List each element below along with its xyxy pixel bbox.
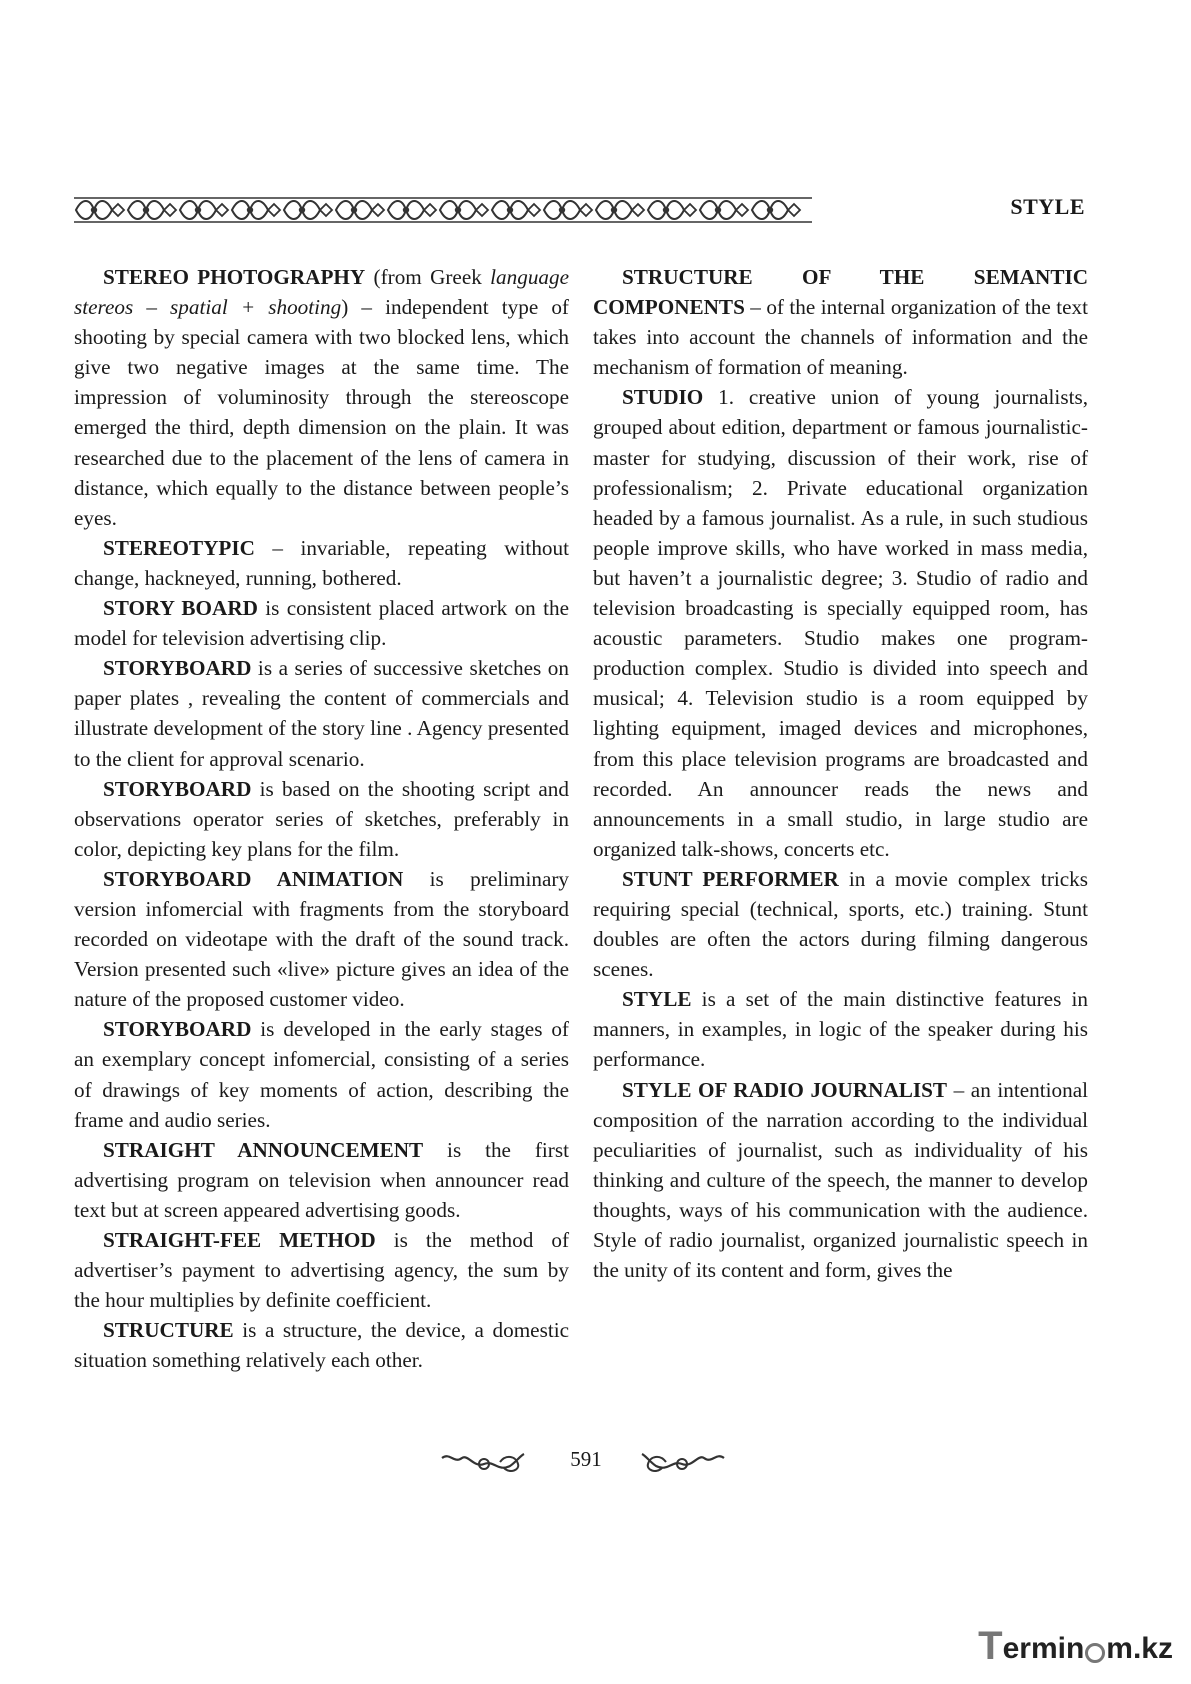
- entry-term: STORYBOARD ANIMATION: [103, 866, 404, 891]
- entry-term: STEREOTYPIC: [103, 535, 255, 560]
- entry-term: STORY BOARD: [103, 596, 258, 621]
- entry-term: STUDIO: [622, 385, 704, 410]
- entry-straight-fee-method: [74, 1225, 569, 1315]
- page-number: 591: [570, 1447, 602, 1471]
- entry-text: is the method of advertiser’s payment to advertising agency, the sum by the hour multiplies by definite coefficient.: [74, 1228, 569, 1313]
- entry-text: 1. creative union of young journalists, grouped about edition, department or famous journalistic-master for studying, discussion of their work, rise of professionalism; 2. Private educational organization headed by a famous journalist. As a rule, in such studious people improve skills, who have worked in mass media, but haven’t a journalistic degree; 3. Studio of radio and television broadcasting is specially equipped room, has acoustic parameters. Studio makes one program-production complex. Studio is divided into speech and musical; 4. Television studio is a room equipped by lighting equipment, imaged devices and microphones, from this place television programs are broadcasted and recorded. An announcer reads the news and announcements in a small studio, in large studio are organized talk-shows, concerts etc.: [593, 385, 1088, 861]
- entry-text: ) – independent type of shooting by special camera with two blocked lens, which give two negative images at the same time. The impression of voluminosity through the stereoscope emerged the third, depth dimension on the plain. It was researched due to the placement of the lens of camera in distance, which equally to the distance between people’s eyes.: [74, 295, 569, 530]
- entry-storyboard-3: [74, 1014, 569, 1134]
- entry-text: is a structure, the device, a domestic situation something relatively each other.: [74, 1318, 569, 1373]
- entry-text: is the first advertising program on television when announcer read text but at screen appeared advertising goods.: [74, 1137, 569, 1222]
- entry-structure: [74, 1315, 569, 1375]
- entry-text: in a movie complex tricks requiring special (technical, sports, etc.) training. Stunt doubles are often the actors during filming dangerous scenes.: [593, 866, 1089, 982]
- entry-story-board: [74, 593, 569, 653]
- entry-etymology: language stereos – spatial + shooting: [74, 265, 570, 320]
- entry-stereo-photography: [74, 262, 569, 533]
- entry-structure-semantic-components: [593, 262, 1088, 382]
- entry-storyboard-2: [74, 774, 569, 864]
- entry-term: STEREO PHOTOGRAPHY: [103, 265, 366, 289]
- logo-ring-icon: [1085, 1643, 1105, 1663]
- entry-term: STRAIGHT-FEE METHOD: [103, 1228, 376, 1252]
- entry-term: STYLE OF RADIO JOURNALIST: [622, 1077, 948, 1102]
- entry-term: STYLE: [622, 987, 692, 1012]
- entry-text: is based on the shooting script and observations operator series of sketches, preferably in color, depicting key plans for the film.: [74, 776, 569, 861]
- right-column: [593, 262, 1088, 1285]
- entry-term: STRUCTURE: [103, 1318, 234, 1343]
- entry-term: STORYBOARD: [103, 776, 252, 801]
- entry-style: [593, 984, 1088, 1074]
- running-head: STYLE: [1010, 194, 1085, 219]
- entry-text: (from Greek: [365, 265, 491, 289]
- entry-term: STRAIGHT ANNOUNCEMENT: [103, 1137, 424, 1162]
- entry-style-of-radio-journalist: [593, 1075, 1088, 1286]
- entry-text: – an intentional composition of the narration according to the individual peculiarities of journalist, such as individuality of his thinking and culture of the speech, the manner to develop thoughts, ways of his communication with the audience. Style of radio journalist, organized journalistic speech in the unity of its content and form, gives the: [593, 1077, 1088, 1283]
- entry-term: STORYBOARD: [103, 656, 252, 681]
- right-flourish-ornament: [640, 1450, 726, 1476]
- entry-term: STUNT PERFORMER: [622, 866, 839, 891]
- left-column: [74, 262, 569, 1375]
- entry-text: is a set of the main distinctive features in manners, in examples, in logic of the speaker during his performance.: [593, 987, 1088, 1072]
- entry-stunt-performer: [593, 864, 1088, 984]
- logo-text-suffix: m.kz: [1106, 1632, 1173, 1665]
- entry-text: is a series of successive sketches on paper plates , revealing the content of commercials and illustrate development of the story line . Agency presented to the client for approval scenario.: [74, 656, 569, 771]
- entry-term: STORYBOARD: [103, 1017, 252, 1042]
- entry-text: – invariable, repeating without change, hackneyed, running, bothered.: [74, 535, 569, 590]
- entry-text: is consistent placed artwork on the model for television advertising clip.: [74, 596, 569, 651]
- entry-text: is preliminary version infomercial with fragments from the storyboard recorded on videotape with the draft of the sound track. Version presented such «live» picture gives an idea of the nature of the proposed customer video.: [74, 866, 569, 1012]
- entry-text: is developed in the early stages of an exemplary concept infomercial, consisting of a series of drawings of key moments of action, describing the frame and audio series.: [74, 1017, 569, 1132]
- left-flourish-ornament: [440, 1450, 526, 1476]
- entry-text: – of the internal organization of the text takes into account the channels of information and the mechanism of formation of meaning.: [593, 295, 1088, 380]
- logo-text-prefix: ermin: [1002, 1632, 1085, 1665]
- entry-storyboard-1: [74, 653, 569, 773]
- entry-storyboard-animation: [74, 864, 569, 1014]
- entry-term: STRUCTURE OF THE SEMANTIC COMPONENTS: [593, 265, 1088, 320]
- entry-studio: [593, 382, 1088, 864]
- logo-t-glyph: T: [978, 1624, 1003, 1668]
- entry-stereotypic: [74, 533, 569, 593]
- entry-straight-announcement: [74, 1135, 569, 1225]
- termincom-watermark-logo: [978, 1626, 1173, 1666]
- ornament-border-band: [74, 196, 812, 224]
